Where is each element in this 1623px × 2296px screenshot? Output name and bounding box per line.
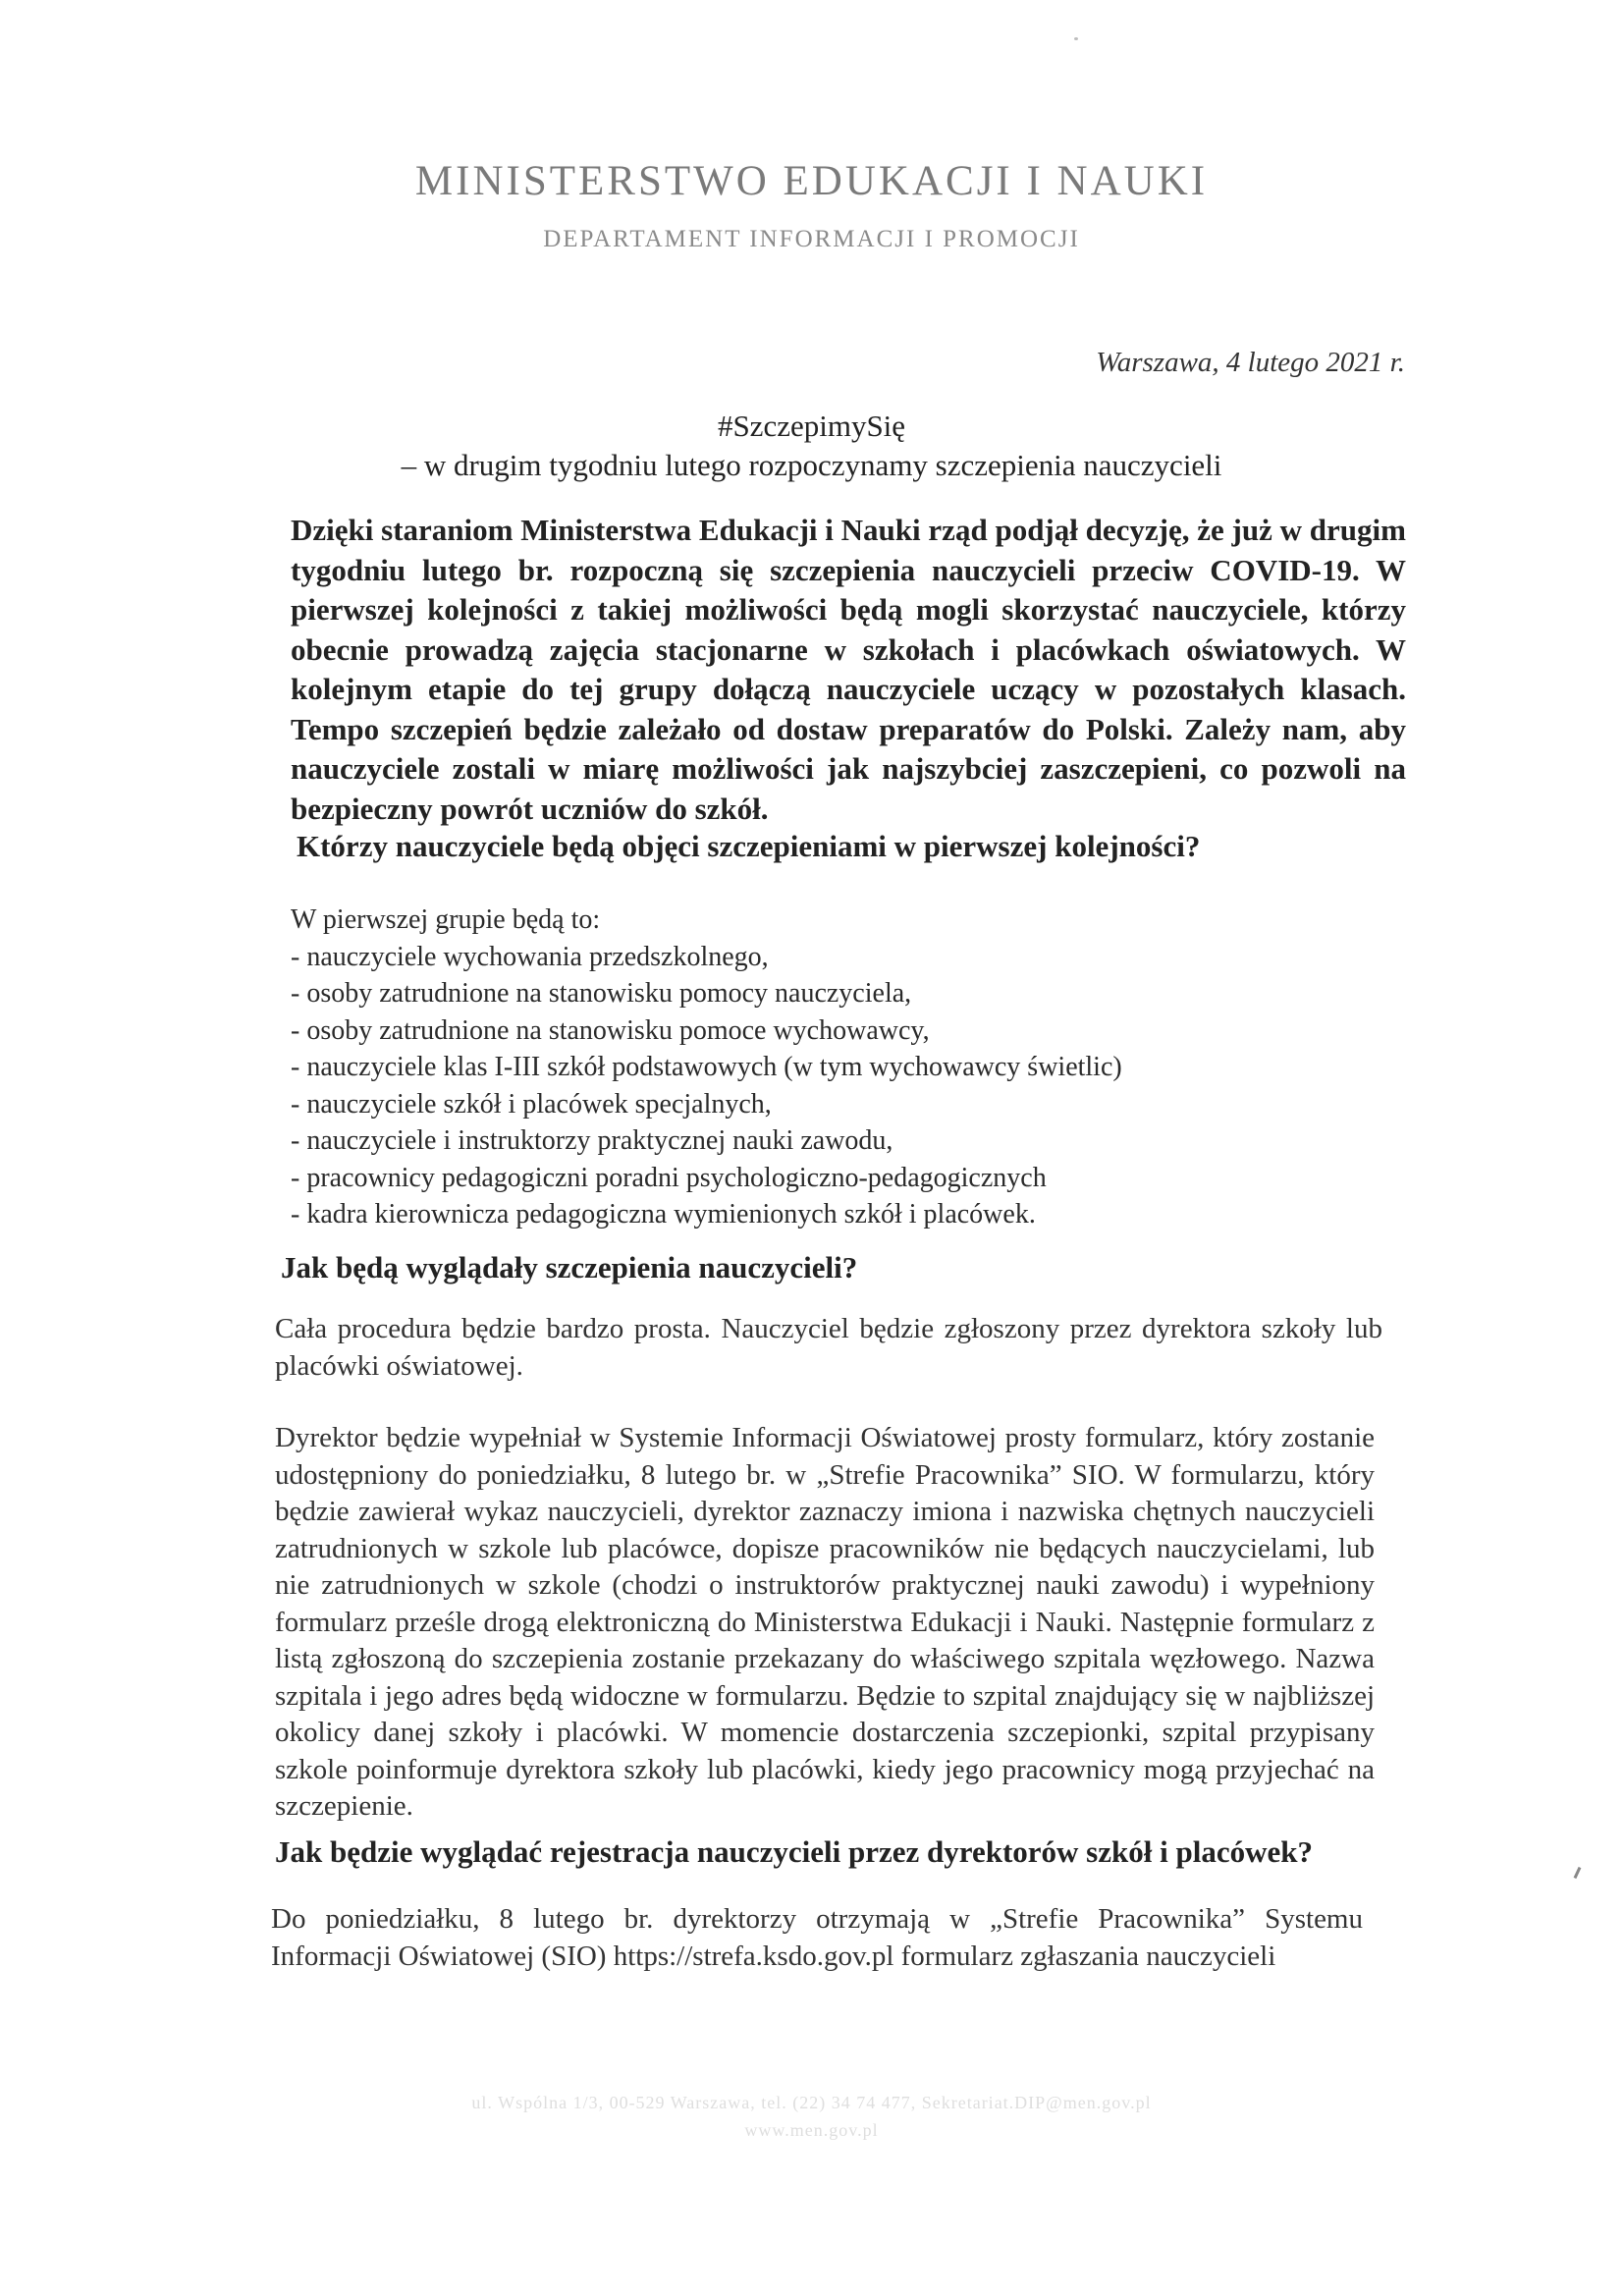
section-heading-first-group: Którzy nauczyciele będą objęci szczepieniami w pierwszej kolejności? bbox=[297, 829, 1201, 863]
list-item: - kadra kierownicza pedagogiczna wymienionych szkół i placówek. bbox=[291, 1199, 1036, 1230]
title-hashtag: #SzczepimySię bbox=[717, 409, 906, 443]
list-item: - nauczyciele wychowania przedszkolnego, bbox=[291, 941, 769, 972]
footer-address: ul. Wspólna 1/3, 00-529 Warszawa, tel. (22) 34 74 477, Sekretariat.DIP@men.gov.pl bbox=[471, 2093, 1152, 2112]
list-item: - nauczyciele szkół i placówek specjalnych, bbox=[291, 1088, 772, 1120]
procedure-paragraph-2: Dyrektor będzie wypełniał w Systemie Informacji Oświatowej prosty formularz, który zostanie udostępniony do poniedziałku, 8 lutego br. w „Strefie Pracownika” SIO. W formularzu, który będzie zawierał wykaz nauczycieli, dyrektor zaznaczy imiona i nazwiska chętnych nauczycieli zatrudnionych w szkole lub placówce, dopisze pracowników nie będących nauczycielami, lub nie zatrudnionych w szkole (chodzi o instruktorów praktycznej nauki zawodu) i wypełniony formularz prześle drogą elektroniczną do Ministerstwa Edukacji i Nauki. Następnie formularz z listą zgłoszoną do szczepienia zostanie przekazany do właściwego szpitala węzłowego. Nazwa szpitala i jego adres będą widoczne w formularzu. Będzie to szpital znajdujący się w najbliższej okolicy danej szkoły i placówki. W momencie dostarczenia szczepionki, szpital przypisany szkole poinformuje dyrektora szkoły lub placówki, kiedy jego pracownicy mogą przyjechać na szczepienie. bbox=[275, 1422, 1375, 1822]
intro-paragraph: Dzięki staraniom Ministerstwa Edukacji i Nauki rząd podjął decyzję, że już w drugim tygodniu lutego br. rozpoczną się szczepienia nauczycieli przeciw COVID-19. W pierwszej kolejności z takiej możliwości będą mogli skorzystać nauczyciele, którzy obecnie prowadzą zajęcia stacjonarne w szkołach i placówkach oświatowych. W kolejnym etapie do tej grupy dołączą nauczyciele uczący w pozostałych klasach. Tempo szczepień będzie zależało od dostaw preparatów do Polski. Zależy nam, aby nauczyciele zostali w miarę możliwości jak najszybciej zaszczepieni, co pozwoli na bezpieczny powrót uczniów do szkół. bbox=[291, 513, 1406, 826]
scan-mark bbox=[1574, 1867, 1582, 1879]
page-footer bbox=[0, 2089, 1623, 2144]
section-heading-procedure: Jak będą wyglądały szczepienia nauczycieli? bbox=[281, 1250, 858, 1285]
scan-speck bbox=[1074, 37, 1078, 40]
procedure-paragraph-1: Cała procedura będzie bardzo prosta. Nauczyciel będzie zgłoszony przez dyrektora szkoły lub placówki oświatowej. bbox=[275, 1313, 1382, 1382]
document-date: Warszawa, 4 lutego 2021 r. bbox=[1096, 347, 1405, 378]
list-item: - nauczyciele i instruktorzy praktycznej nauki zawodu, bbox=[291, 1125, 893, 1156]
title-subtitle: – w drugim tygodniu lutego rozpoczynamy szczepienia nauczycieli bbox=[401, 448, 1222, 482]
list-item: - osoby zatrudnione na stanowisku pomocy nauczyciela, bbox=[291, 978, 912, 1009]
footer-website: www.men.gov.pl bbox=[744, 2120, 879, 2140]
list-intro: W pierwszej grupie będą to: bbox=[291, 904, 601, 935]
list-item: - pracownicy pedagogiczni poradni psychologiczno-pedagogicznych bbox=[291, 1162, 1047, 1193]
eligible-groups-list bbox=[291, 902, 1272, 1233]
section-heading-registration: Jak będzie wyglądać rejestracja nauczycieli przez dyrektorów szkół i placówek? bbox=[275, 1834, 1313, 1869]
registration-paragraph: Do poniedziałku, 8 lutego br. dyrektorzy otrzymają w „Strefie Pracownika” Systemu Informacji Oświatowej (SIO) https://strefa.ksdo.gov.pl formularz zgłaszania nauczycieli bbox=[271, 1903, 1363, 1972]
list-item: - osoby zatrudnione na stanowisku pomoce wychowawcy, bbox=[291, 1014, 930, 1046]
department-name: DEPARTAMENT INFORMACJI I PROMOCJI bbox=[543, 226, 1080, 252]
ministry-name: MINISTERSTWO EDUKACJI I NAUKI bbox=[414, 158, 1209, 204]
list-item: - nauczyciele klas I-III szkół podstawowych (w tym wychowawcy świetlic) bbox=[291, 1052, 1122, 1082]
